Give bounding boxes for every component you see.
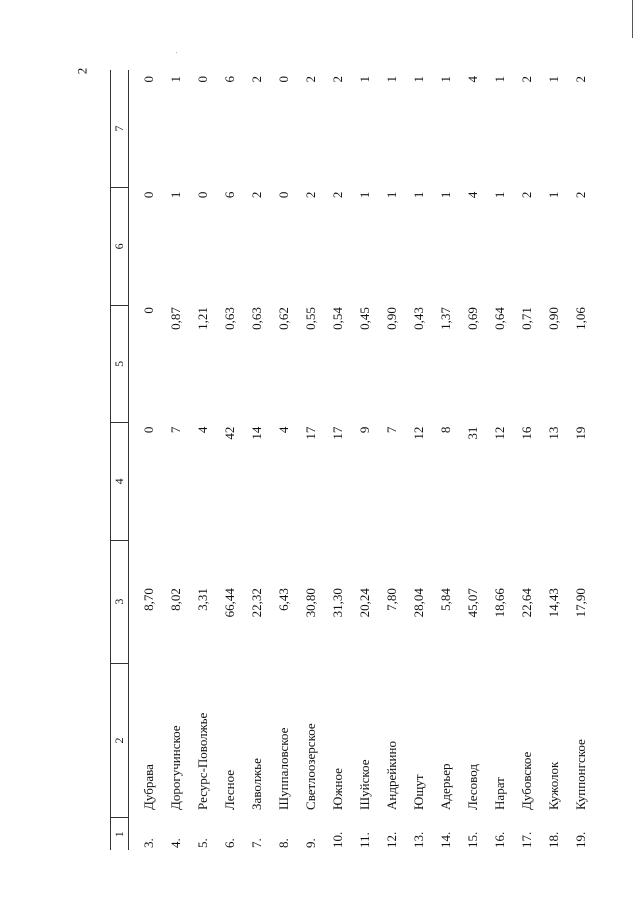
cell-col-4: 16 xyxy=(518,426,534,440)
object-name: Куппонгское xyxy=(572,739,588,810)
cell-col-3: 18,66 xyxy=(491,588,507,618)
table-row xyxy=(351,70,378,850)
cell-col-6: 0 xyxy=(275,191,291,199)
cell-col-4: 4 xyxy=(275,426,291,434)
cell-col-3: 14,43 xyxy=(545,588,561,618)
cell-col-6: 1 xyxy=(545,191,561,199)
row-number: 12. xyxy=(383,831,399,848)
object-name: Андрейкино xyxy=(383,741,399,810)
cell-col-3: 8,02 xyxy=(167,588,183,611)
cell-col-3: 45,07 xyxy=(464,588,480,618)
column-header: 4 xyxy=(111,423,129,541)
table-header-row xyxy=(111,70,129,850)
cell-col-6: 1 xyxy=(356,191,372,199)
cell-col-5: 0,64 xyxy=(491,307,507,330)
cell-col-5: 1,06 xyxy=(572,307,588,330)
cell-col-6: 2 xyxy=(302,191,318,199)
scan-edge-mark xyxy=(632,0,633,38)
table-row xyxy=(513,70,540,850)
cell-col-7: 1 xyxy=(545,76,561,83)
cell-col-6: 1 xyxy=(437,191,453,199)
row-number: 9. xyxy=(302,838,318,848)
cell-col-3: 17,90 xyxy=(572,588,588,618)
cell-col-6: 2 xyxy=(572,191,588,199)
cell-col-3: 31,30 xyxy=(329,588,345,618)
cell-col-7: 0 xyxy=(275,76,291,83)
cell-col-5: 0,45 xyxy=(356,307,372,330)
cell-col-4: 7 xyxy=(383,426,399,434)
data-table xyxy=(110,70,594,850)
row-number: 15. xyxy=(464,831,480,848)
cell-col-5: 0,69 xyxy=(464,307,480,330)
column-header: 2 xyxy=(111,663,129,818)
cell-col-3: 28,04 xyxy=(410,588,426,618)
row-number: 3. xyxy=(140,838,156,848)
row-number: 6. xyxy=(221,838,237,848)
cell-col-5: 0,62 xyxy=(275,307,291,330)
column-header: 3 xyxy=(111,540,129,663)
cell-col-5: 0,55 xyxy=(302,307,318,330)
column-header: 6 xyxy=(111,188,129,306)
cell-col-5: 0,63 xyxy=(221,307,237,330)
object-name: Дубовское xyxy=(518,751,534,810)
cell-col-4: 17 xyxy=(329,426,345,440)
cell-col-7: 0 xyxy=(140,76,156,83)
cell-col-7: 1 xyxy=(167,76,183,83)
object-name: Светлоозерское xyxy=(302,723,318,810)
cell-col-3: 3,31 xyxy=(194,588,210,611)
cell-col-4: 7 xyxy=(167,426,183,434)
table-row xyxy=(129,70,163,850)
table-row xyxy=(567,70,594,850)
cell-col-5: 0 xyxy=(140,307,156,314)
cell-col-5: 0,71 xyxy=(518,307,534,330)
cell-col-3: 30,80 xyxy=(302,588,318,618)
cell-col-6: 6 xyxy=(221,191,237,199)
cell-col-7: 2 xyxy=(248,76,264,83)
table-row xyxy=(432,70,459,850)
column-header: 7 xyxy=(111,70,129,188)
table-row xyxy=(189,70,216,850)
row-number: 5. xyxy=(194,838,210,848)
row-number: 8. xyxy=(275,838,291,848)
row-number: 7. xyxy=(248,838,264,848)
cell-col-6: 2 xyxy=(329,191,345,199)
row-number: 10. xyxy=(329,831,345,848)
cell-col-6: 1 xyxy=(167,191,183,199)
cell-col-7: 1 xyxy=(410,76,426,83)
object-name: Лесное xyxy=(221,769,237,810)
cell-col-5: 0,54 xyxy=(329,307,345,330)
table-row xyxy=(405,70,432,850)
scan-speck xyxy=(176,52,177,53)
cell-col-3: 5,84 xyxy=(437,588,453,611)
cell-col-3: 8,70 xyxy=(140,588,156,611)
cell-col-4: 4 xyxy=(194,426,210,434)
table-row xyxy=(162,70,189,850)
cell-col-7: 4 xyxy=(464,76,480,83)
table-row xyxy=(270,70,297,850)
table-row xyxy=(459,70,486,850)
cell-col-7: 2 xyxy=(518,76,534,83)
object-name: Ресурс-Поволжье xyxy=(194,712,210,810)
cell-col-7: 1 xyxy=(383,76,399,83)
cell-col-5: 0,87 xyxy=(167,307,183,330)
cell-col-4: 17 xyxy=(302,426,318,440)
cell-col-3: 22,64 xyxy=(518,588,534,618)
object-name: Дубрава xyxy=(140,764,156,810)
cell-col-3: 20,24 xyxy=(356,588,372,618)
cell-col-7: 1 xyxy=(356,76,372,83)
cell-col-5: 1,21 xyxy=(194,307,210,330)
cell-col-3: 22,32 xyxy=(248,588,264,618)
object-name: Ющут xyxy=(410,774,426,810)
object-name: Лесовод xyxy=(464,764,480,810)
row-number: 17. xyxy=(518,831,534,848)
cell-col-5: 0,63 xyxy=(248,307,264,330)
object-name: Нарат xyxy=(491,777,507,810)
cell-col-5: 0,90 xyxy=(545,307,561,330)
rotated-table-frame xyxy=(110,70,610,850)
object-name: Шуйское xyxy=(356,759,372,810)
table-row xyxy=(486,70,513,850)
cell-col-4: 14 xyxy=(248,426,264,440)
cell-col-5: 0,90 xyxy=(383,307,399,330)
row-number: 19. xyxy=(572,831,588,848)
page-number: 2 xyxy=(74,67,90,75)
cell-col-4: 12 xyxy=(491,426,507,440)
row-number: 4. xyxy=(167,838,183,848)
cell-col-4: 13 xyxy=(545,426,561,440)
cell-col-4: 12 xyxy=(410,426,426,440)
cell-col-6: 1 xyxy=(410,191,426,199)
cell-col-6: 2 xyxy=(518,191,534,199)
table-body xyxy=(129,70,595,850)
cell-col-3: 7,80 xyxy=(383,588,399,611)
row-number: 14. xyxy=(437,831,453,848)
object-name: Шуппаловское xyxy=(275,727,291,810)
cell-col-7: 0 xyxy=(194,76,210,83)
table-row xyxy=(378,70,405,850)
table-row xyxy=(297,70,324,850)
object-name: Заволжье xyxy=(248,758,264,810)
column-header: 5 xyxy=(111,305,129,423)
row-number: 16. xyxy=(491,831,507,848)
cell-col-6: 1 xyxy=(491,191,507,199)
cell-col-7: 2 xyxy=(572,76,588,83)
row-number: 13. xyxy=(410,831,426,848)
cell-col-6: 4 xyxy=(464,191,480,199)
cell-col-4: 9 xyxy=(356,426,372,434)
object-name: Дорогучинское xyxy=(167,725,183,810)
table-row xyxy=(540,70,567,850)
table-row xyxy=(216,70,243,850)
cell-col-6: 0 xyxy=(140,191,156,199)
cell-col-5: 0,43 xyxy=(410,307,426,330)
table-row xyxy=(324,70,351,850)
object-name: Южное xyxy=(329,768,345,810)
object-name: Кужолок xyxy=(545,761,561,810)
cell-col-6: 1 xyxy=(383,191,399,199)
table-container xyxy=(110,70,610,850)
row-number: 11. xyxy=(356,832,372,848)
cell-col-4: 8 xyxy=(437,426,453,434)
cell-col-7: 1 xyxy=(491,76,507,83)
cell-col-7: 6 xyxy=(221,76,237,83)
column-header: 1 xyxy=(111,818,129,850)
row-number: 18. xyxy=(545,831,561,848)
cell-col-7: 2 xyxy=(329,76,345,83)
cell-col-6: 2 xyxy=(248,191,264,199)
cell-col-4: 19 xyxy=(572,426,588,440)
cell-col-7: 1 xyxy=(437,76,453,83)
cell-col-3: 66,44 xyxy=(221,588,237,618)
cell-col-3: 6,43 xyxy=(275,588,291,611)
cell-col-5: 1,37 xyxy=(437,307,453,330)
table-row xyxy=(243,70,270,850)
cell-col-6: 0 xyxy=(194,191,210,199)
cell-col-7: 2 xyxy=(302,76,318,83)
cell-col-4: 31 xyxy=(464,426,480,440)
object-name: Адерьер xyxy=(437,763,453,810)
cell-col-4: 42 xyxy=(221,426,237,440)
cell-col-4: 0 xyxy=(140,426,156,434)
